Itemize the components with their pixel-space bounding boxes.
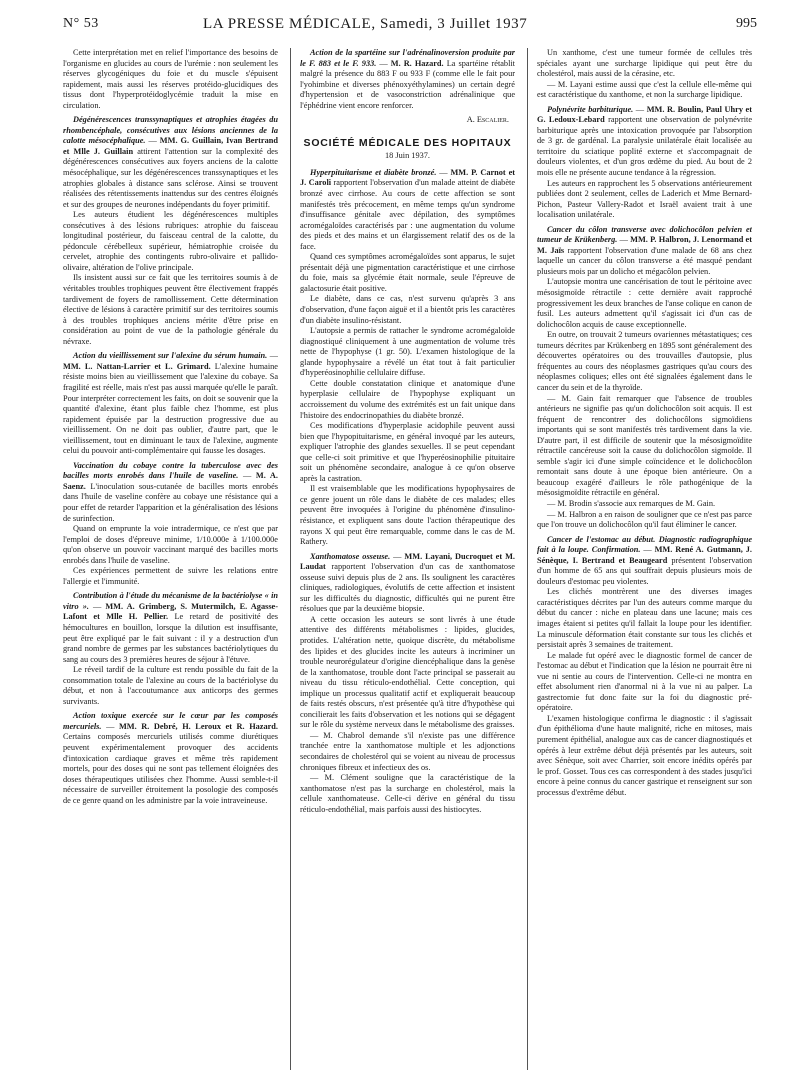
article-paragraph: En outre, on trouvait 2 tumeurs ovariennes métastatiques; ces tumeurs décrites par Krükenberg en 1895 sont généralement des découvertes opératoires ou des trouvailles d'autopsie, plus fréquentes au cours des néoplasmes gastriques qu'au cours des néoplasmes coliques; elles ont été signalées également dans le cancer du sein et de la thyroïde. — [537, 330, 752, 392]
article-paragraph: Hyperpituitarisme et diabète bronzé. — MM. P. Carnot et J. Caroli rapportent l'observation d'un malade atteint de diabète bronzé avec cirrhose. Au cours de cette affection se sont manifestés très précocement, en même temps qu'un syndrome d'insuffisance génitale avec dépilation, des symptômes acromégaloïdes caractérisés par : une augmentation du volume des pieds et des mains et un élargissement relatif des os de la face. — [300, 167, 515, 251]
article-text: Le retard de positivité des hémocultures en bouillon, lorsque la dilution est insuffisante, peut être expliqué par le fait suivant : il y a destruction d'un grand nombre de germes par les substances bactériolytiques du sang au cours des 3 premières heures de séjour à l'étuve. — [63, 612, 278, 664]
article-text: L'alexine humaine résiste moins bien au vieillissement que l'alexine du cobaye. Sa fragilité est réelle, mais n'est pas aussi marquée qu'elle le paraît. Pour interpréter correctement les faits, on doit se souvenir que la quantité d'alexine, étant plus faible chez l'homme, est plus rapidement épuisée par la destruction progressive due au vieillissement. On ne doit pas oublier, d'autre part, que le vieillissement, tout en diminuant le taux de l'alexine, augmente celui du pouvoir anti-complémentaire qui fausse les dosages. — [63, 361, 278, 456]
article-authors: MM. A. Grimberg, S. Mutermilch, E. Agasse-Lafont et Mlle H. Pellier. — [63, 601, 278, 622]
article-authors: MM. René A. Gutmann, J. Sénèque, I. Bertrand et Beaugeard — [537, 545, 752, 565]
article-block — [537, 535, 752, 799]
column-left — [63, 48, 278, 1078]
column-rule — [290, 48, 291, 1070]
article-paragraph: Le malade fut opéré avec le diagnostic formel de cancer de l'estomac au début et l'indication que la lésion ne pourrait être ni vue ni sentie au cours de l'intervention. Celle-ci ne montra en effet absolument rien d'anormal ni à la vue ni au palper. La gastrectomie fut donc faite sur la foi du diagnostic pré-opératoire. — [537, 650, 752, 713]
article-paragraph: — M. Halbron a en raison de souligner que ce n'est pas parce que l'on trouve un dolichocôlon qu'il faut éliminer le cancer. — [537, 509, 752, 530]
article-title: Vaccination du cobaye contre la tuberculose avec des bacilles morts enrobés dans l'huile de vaseline. — [63, 460, 278, 481]
author-signature: A. Escalier. — [466, 115, 509, 125]
article-text: L'inoculation sous-cutanée de bacilles morts enrobés dans l'huile de vaseline confère au cobaye une résistance qui a pour effet de retarder l'apparition et la généralisation des lésions de surinfection. — [63, 481, 278, 523]
article-block — [63, 711, 278, 806]
article-paragraph: Action de la spartéine sur l'adrénalinoversion produite par le F. 883 et le F. 933. — M. R. Hazard. La spartéine rétablit malgré la présence du 883 F ou 933 F (comme elle le fait pour l'yohimbine et diverses phénoxyéthylamines) un certain degré d'hypertension et de vasoconstriction adrénalinique que l'éphédrine vient encore renforcer. — [300, 48, 515, 110]
article-paragraph: Polynévrite barbiturique. — MM. R. Boulin, Paul Uhry et G. Ledoux-Lebard rapportent une observation de polynévrite barbiturique après une intoxication provoquée par l'absorption de 3 gr. de gardénal. La paralysie unilatérale était localisée au territoire du sciatique poplité externe et s'accompagnait de douleurs violentes, et d'un gros œdème du pied. Au bout de 2 mois elle ne présente aucune tendance à la régression. — [537, 104, 752, 178]
article-paragraph: Cancer du côlon transverse avec dolichocôlon pelvien et tumeur de Krükenberg. — MM. P. Halbron, J. Lenormand et M. Jaïs rapportent l'observation d'une malade de 68 ans chez laquelle un cancer du côlon transverse a été masqué pendant plusieurs mois par un dolicho et mégacôlon pelvien. — [537, 224, 752, 276]
article-block — [300, 48, 515, 111]
article-title: Dégénérescences transsynaptiques et atrophies étagées du rhombencéphale, consécutives aux lésions anciennes de la calotte mésocéphalique. — [63, 115, 278, 146]
article-paragraph: — M. Clément souligne que la caractéristique de la xanthomatose n'est pas la surcharge en cholestérol, mais la cellule xanthomateuse. Celle-ci dérive en général du tissu réticulo-endothélial, mais parfois aussi des histiocytes. — [300, 773, 515, 814]
article-paragraph: Quand on emprunte la voie intradermique, ce n'est que par l'emploi de doses d'épreuve minime, 1/10.000e à 1/100.000e qu'on observe un pouvoir vaccinant marqué des bacilles morts enrobés dans l'huile de vaseline. — [63, 524, 278, 565]
article-paragraph: L'examen histologique confirma le diagnostic : il s'agissait d'un épithélioma d'une haute malignité, riche en mitoses, mais purement épithélial, analogue aux cas de cancer diagnostiqués et opérés à leur extrême début déjà présentés par les auteurs, soit avec Sénèque, soit avec Charrier, soit encore inédits opérés par le prof. Gosset. Tous ces cas correspondent à des stades jusqu'ici encore à peine connus du cancer gastrique et renseignent sur son processus d'extrême début. — [537, 713, 752, 797]
article-paragraph: Vaccination du cobaye contre la tuberculose avec des bacilles morts enrobés dans l'huile de vaseline. — M. A. Saenz. L'inoculation sous-cutanée de bacilles morts enrobés dans l'huile de vaseline confère au cobaye une résistance qui a pour effet de retarder l'apparition et la généralisation des lésions de surinfection. — [63, 460, 278, 523]
article-authors: MM. G. Guillain, Ivan Bertrand et Mlle J. Guillain — [63, 136, 278, 156]
article-authors: MM. R. Debré, H. Leroux et R. Hazard. — [118, 721, 278, 731]
article-text: Certains composés mercuriels utilisés comme diurétiques peuvent expérimentalement provoquer des accidents d'intoxication cardiaque graves et même très rapidement mortels, pour des doses qui ne sont pas tellement éloignées des doses thérapeutiques utilisées chez l'homme. Aussi semble-t-il nécessaire de surveiller étroitement la posologie des composés de ce genre quand on les administre par la voie intraveineuse. — [63, 732, 278, 805]
article-paragraph: Xanthomatose osseuse. — MM. Layani, Ducroquet et M. Laudat rapportent l'observation d'un cas de xanthomatose osseuse suivi depuis plus de 2 ans. Ils soulignent les caractères cliniques, radiologiques, évolutifs de cette affection et insistent sur les difficultés du diagnostic, difficultés qui ne purent être résolues que par la deuxième biopsie. — [300, 551, 515, 614]
article-block — [63, 351, 278, 456]
issue-number: N° 53 — [63, 16, 99, 31]
article-paragraph: Cette interprétation met en relief l'importance des besoins de l'organisme en glucides au cours de l'urémie : non seulement les réserves glycogéniques du foie et du muscle s'épuisent rapidement, mais aussi les réserves protéido-glucidiques des tissus dont l'hyperprotéidoglycémie traduit la mise en circulation. — [63, 48, 278, 110]
article-paragraph: Les auteurs étudient les dégénérescences multiples consécutives à des lésions rubriques: atrophie du faisceau longitudinal postérieur, du faisceau central de la calotte, du pédoncule cérébelleux supérieur, hémiatrophie croisée du cervelet, atrophie des contingents rubro-olivaire et pallido-olivaire, altération de l'olive principale. — [63, 210, 278, 272]
article-paragraph: Cancer de l'estomac au début. Diagnostic radiographique fait à la loupe. Confirmation. — MM. René A. Gutmann, J. Sénèque, I. Bertrand et Beaugeard présentent l'observation d'un homme de 65 ans qui souffrait depuis plusieurs mois de douleurs d'estomac peu violentes. — [537, 534, 752, 586]
article-paragraph: Il est vraisemblable que les modifications hypophysaires de ce genre jouent un rôle dans le diabète de ces malades; elles peuvent être invoquées à l'origine du phénomène d'insulino-résistance, et expliquent sans doute l'action thérapeutique des rayons X qui peut être remarquable, comme dans le cas de M. Rathery. — [300, 484, 515, 547]
article-title: Hyperpituitarisme et diabète bronzé. — [310, 167, 437, 177]
article-paragraph: Ces expériences permettent de suivre les relations entre l'allergie et l'immunité. — [63, 566, 278, 586]
article-paragraph: Les auteurs en rapprochent les 5 observations antérieurement publiées dont 2 seulement, celles de Laderich et Mme Bernard-Pichon, Pasteur Vallery-Radot et Israël avaient trait à une localisation unilatérale. — [537, 178, 752, 220]
article-text: rapportent l'observation d'une malade de 68 ans chez laquelle un cancer du côlon transverse a été masqué pendant plusieurs mois par un dolicho et mégacôlon pelvien. — [537, 245, 752, 276]
article-title: Xanthomatose osseuse. — [310, 551, 391, 561]
article-block — [537, 48, 752, 101]
article-paragraph: Ils insistent aussi sur ce fait que les territoires soumis à de véritables troubles trophiques peuvent être électivement frappés tardivement de foyers de ramollissement. Cette détermination élective de lésions à caractère primitif sur des territoires soumis à des troubles trophiques anciens mérite d'être prise en considération au point de vue de la pathologie générale du névraxe. — [63, 273, 278, 346]
article-block — [63, 48, 278, 111]
journal-running-title: LA PRESSE MÉDICALE, Samedi, 3 Juillet 1937 — [203, 16, 528, 32]
article-paragraph: Cette double constatation clinique et anatomique d'une hyperplasie cellulaire de l'hypophyse expliquant un accroissement du volume des extrémités est un fait unique dans l'histoire des endocrinopathies du diabète bronzé. — [300, 378, 515, 420]
article-block — [63, 461, 278, 588]
article-paragraph: Ces modifications d'hyperplasie acidophile peuvent aussi bien que l'hypopituitarisme, en général invoqué par les auteurs, expliquer l'atrophie des glandes sexuelles. Il se peut cependant que celle-ci soit primitive et que l'hyperéosinophilie pituitaire soit un phénomène secondaire, analogue à ce qu'on observe après la castration. — [300, 421, 515, 483]
article-block — [63, 115, 278, 347]
page-header — [63, 16, 757, 40]
article-block — [63, 591, 278, 707]
article-paragraph: — M. Layani estime aussi que c'est la cellule elle-même qui est caractéristique du xanthome, et non la surcharge lipidique. — [537, 79, 752, 100]
article-authors: MM. Layani, Ducroquet et M. Laudat — [300, 551, 515, 572]
article-title: Cancer de l'estomac au début. Diagnostic radiographique fait à la loupe. Confirmation. — [537, 534, 752, 555]
article-paragraph: — M. Chabrol demande s'il n'existe pas une différence tranchée entre la xanthomatose multiple et les adjonctions secondaires de cholestérol qui se voient au niveau de processus chroniques fibreux et infectieux des os. — [300, 730, 515, 772]
column-middle — [300, 48, 515, 1078]
article-paragraph: Contribution à l'étude du mécanisme de la bactériolyse « in vitro ». — MM. A. Grimberg, S. Mutermilch, E. Agasse-Lafont et Mlle H. Pellier. Le retard de positivité des hémocultures en bouillon, lorsque la dilution est insuffisante, peut être expliqué par le fait suivant : il y a destruction d'un grand nombre de germes par les substances bactériolytiques du sang au cours des 3 premières heures de séjour à l'étuve. — [63, 591, 278, 664]
article-paragraph: L'autopsie a permis de rattacher le syndrome acromégaloïde diagnostiqué cliniquement à une augmentation de volume très nette de l'hypophyse (1 gr. 50). L'examen histologique de la glande hypophysaire a révélé un état tout à fait particulier d'hyperéosinophilie cellulaire diffuse. — [300, 326, 515, 378]
article-title: Action du vieillissement sur l'alexine du sérum humain. — [73, 351, 268, 361]
article-authors: MM. P. Carnot et J. Caroli — [300, 167, 515, 188]
column-rule — [527, 48, 528, 1070]
article-paragraph: — M. Brodin s'associe aux remarques de M. Gain. — [547, 498, 716, 508]
article-block — [537, 105, 752, 221]
column-right — [537, 48, 752, 1078]
article-block — [300, 552, 515, 816]
article-paragraph: Le réveil tardif de la culture est rendu possible du fait de la consommation totale de l'alexine au cours de la bactériolyse du début, et non à l'accoutumance aux anticorps des germes survivants. — [63, 665, 278, 706]
article-paragraph: Les clichés montrèrent une des diverses images caractéristiques décrites par l'un des auteurs comme marque du début du cancer : niche en plateau dans une lacune; mais ces images étaient si petites qu'il fallait la loupe pour les identifier. La minuscule déformation était constante sur tous les clichés et persistait après 3 semaines de traitement. — [537, 587, 752, 650]
article-paragraph: — M. Gain fait remarquer que l'absence de troubles antérieurs ne signifie pas qu'un dolichocôlon soit acquis. Il est fréquent de rencontrer des dolichocôlons sigmoïdiens importants qui se sont manifestés très tardivement dans la vie. D'autre part, il est difficile de soutenir que la mésosigmoïdite rétractile cancéreuse soit la cause du dolichocôlon sigmoïde. Il semble s'agir ici d'une simple coïncidence et le dolichocôlon remontait sans doute à une époque bien antérieure. On a beaucoup exagéré d'ailleurs le rôle pathogénique de la mésosigmoïdite rétractile en général. — [537, 393, 752, 498]
article-paragraph: Le diabète, dans ce cas, n'est survenu qu'après 3 ans d'observation, d'une façon aiguë et il a bientôt pris les caractères d'un diabète insulino-résistant. — [300, 294, 515, 325]
article-title: Cancer du côlon transverse avec dolichocôlon pelvien et tumeur de Krükenberg. — [537, 224, 752, 245]
article-title: Action de la spartéine sur l'adrénalinoversion produite par le F. 883 et le F. 933. — [300, 48, 515, 68]
article-text: présentent l'observation d'un homme de 65 ans qui souffrait depuis plusieurs mois de douleurs d'estomac peu violentes. — [537, 555, 752, 586]
article-paragraph: A cette occasion les auteurs se sont livrés à une étude attentive des différents métabolismes : lipides, glucides, protides. L'altération nette, quoique discrète, du métabolisme des lipides et des glucides incite les auteurs à incriminer un trouble neurorégulateur d'origine diencéphalique dans la genèse de la xanthomatose, trouble dont l'acte principal se passerait au niveau du tissu réticulo-endothélial. Cette conception, qui implique un processus qualitatif actif et expliquerait beaucoup de faits restés obscurs, n'est présentée qu'à titre d'hypothèse qui concilierait les faits d'observation et les notions qui se dégagent sur le rôle du système nerveux dans le métabolisme des graisses. — [300, 614, 515, 730]
article-authors: M. R. Hazard. — [390, 58, 444, 68]
article-title: Action toxique exercée sur le cœur par les composés mercuriels. — [63, 711, 278, 731]
article-authors: MM. R. Boulin, Paul Uhry et G. Ledoux-Lebard — [537, 104, 752, 125]
article-paragraph: Dégénérescences transsynaptiques et atrophies étagées du rhombencéphale, consécutives aux lésions anciennes de la calotte mésocéphalique. — MM. G. Guillain, Ivan Bertrand et Mlle J. Guillain attirent l'attention sur la complexité des dégénérescences consécutives aux foyers anciens de la calotte mésocéphalique, sur les dégénérescences transsynaptiques et les atrophies globales à distance sans sclérose. Ainsi se trouvent réalisées des rétentissements inattendus sur des centres éloignés et sur des groupes de neurones indépendants du foyer primitif. — [63, 115, 278, 209]
article-paragraph: Un xanthome, c'est une tumeur formée de cellules très spéciales ayant une surcharge lipidique qui peut être du cholestérol, mais aussi de la cérasine, etc. — [537, 48, 752, 79]
article-text: attirent l'attention sur la complexité des dégénérescences consécutives aux foyers anciens de la calotte mésocéphalique, sur les dégénérescences transsynaptiques et les atrophies globales à distance sans sclérose. Ainsi se trouvent réalisées des rétentissements inattendus sur des centres éloignés et sur des groupes de neurones indépendants du foyer primitif. — [63, 146, 278, 209]
article-title: Polynévrite barbiturique. — [547, 104, 634, 114]
article-paragraph: L'autopsie montra une cancérisation de tout le péritoine avec mésosigmoïde rétractile : cette dernière avait rapproché progressivement les deux branches de l'anse colique en canon de fusil. Les auteurs admettent qu'il s'agissait ici d'un cas de dolichocôlon acquis de cause exceptionnelle. — [537, 277, 752, 329]
article-paragraph: Action du vieillissement sur l'alexine du sérum humain. — MM. L. Nattan-Larrier et L. Grimard. L'alexine humaine résiste moins bien au vieillissement que l'alexine du cobaye. Sa fragilité est réelle, mais n'est pas aussi marquée qu'elle le paraît. Pour interpréter correctement les faits, on doit se souvenir que la quantité d'alexine, étant plus faible chez l'homme, est plus rapidement épuisée par la destruction progressive due au vieillissement. On ne doit pas oublier, d'autre part, que le vieillissement, tout en diminuant le taux de l'alexine, augmente celui du pouvoir anti-complémentaire qui fausse les dosages. — [63, 351, 278, 456]
article-paragraph: Quand ces symptômes acromégaloïdes sont apparus, le sujet présentait déjà une pigmentation caractéristique et une cirrhose du foie, mais sa glycémie était normale, seule l'épreuve de galactosurie était positive. — [300, 252, 515, 293]
page-number: 995 — [736, 16, 757, 31]
article-block — [300, 168, 515, 548]
article-text: rapportent l'observation d'un cas de xanthomatose osseuse suivi depuis plus de 2 ans. Ils soulignent les caractères cliniques, radiologiques, évolutifs de cette affection et insistent sur les difficultés du diagnostic, difficultés qui ne purent être résolues que par la deuxième biopsie. — [300, 562, 515, 614]
article-block — [537, 225, 752, 531]
article-authors: MM. L. Nattan-Larrier et L. Grimard. — [63, 361, 211, 371]
article-title: Contribution à l'étude du mécanisme de la bactériolyse « in vitro ». — [63, 591, 278, 611]
article-authors: M. A. Saenz. — [63, 471, 278, 491]
society-heading: SOCIÉTÉ MÉDICALE DES HOPITAUX — [303, 136, 512, 149]
article-authors: MM. P. Halbron, J. Lenormand et M. Jaïs — [537, 235, 752, 255]
article-text: rapportent une observation de polynévrite barbiturique après une intoxication provoquée par l'absorption de 3 gr. de gardénal. La paralysie unilatérale était localisée au territoire du sciatique poplité externe et s'accompagnait de douleurs violentes, et d'un gros œdème du pied. Au bout de 2 mois elle ne présente aucune tendance à la régression. — [537, 115, 752, 178]
article-text: rapportent l'observation d'un malade atteint de diabète bronzé avec cirrhose. Au cours de cette affection se sont manifestés très précocement, en même temps qu'un syndrome d'insuffisance génitale avec dépilation, des symptômes acromégaloïdes caractérisés par : une augmentation du volume des pieds et des mains et un élargissement relatif des os de la face. — [300, 178, 515, 251]
session-date: 18 Juin 1937. — [385, 151, 430, 161]
article-paragraph: Action toxique exercée sur le cœur par les composés mercuriels. — MM. R. Debré, H. Leroux et R. Hazard. Certains composés mercuriels utilisés comme diurétiques peuvent expérimentalement provoquer des accidents d'intoxication cardiaque graves et même très rapidement mortels, pour des doses qui ne sont pas tellement éloignées des doses thérapeutiques utilisées chez l'homme. Aussi semble-t-il nécessaire de surveiller étroitement la posologie des composés de ce genre quand on les administre par la voie intraveineuse. — [63, 711, 278, 805]
article-text: La spartéine rétablit malgré la présence du 883 F ou 933 F (comme elle le fait pour l'yohimbine et diverses phénoxyéthylamines) un certain degré d'hypertension et de vasoconstriction adrénalinique que l'éphédrine vient encore renforcer. — [300, 58, 515, 110]
